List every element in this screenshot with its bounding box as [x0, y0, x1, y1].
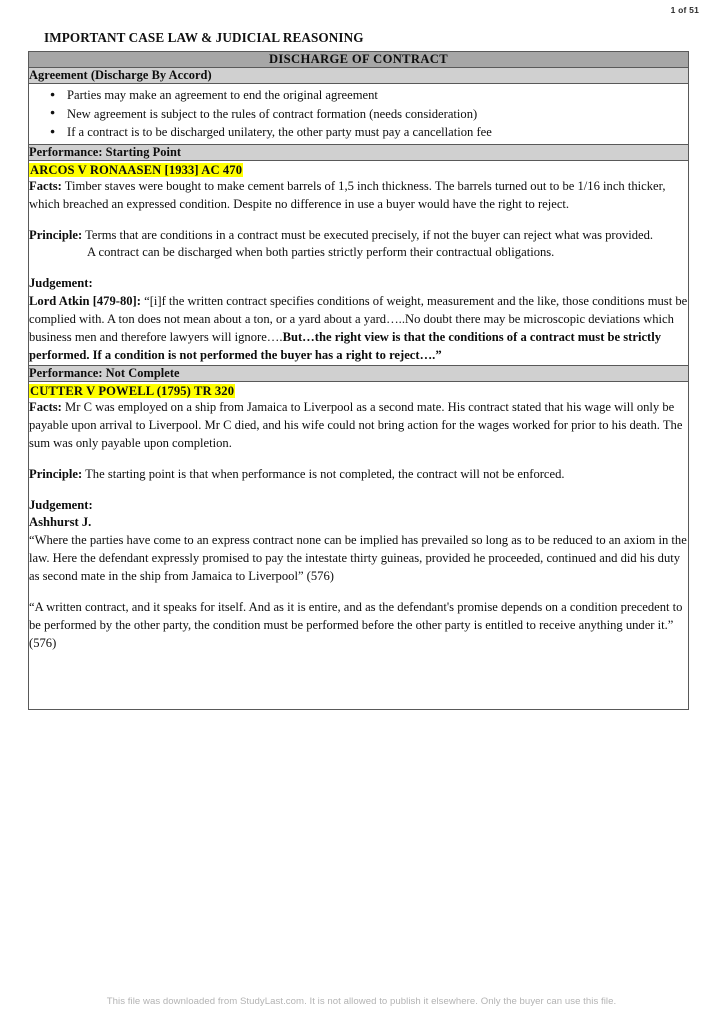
section-heading-performance-not-complete — [29, 365, 689, 381]
case-citation-arcos-line — [29, 162, 688, 178]
section-heading-agreement — [29, 68, 689, 84]
cutter-quote-one-paragraph: “Where the parties have come to an express contract none can be implied has prevailed so long as to be reduced to an axiom in the law. Here the defendant expressly promised to pay the intestate thirty guineas, provided he proceeded, continued and did his duty as second mate in the ship from Jamaica to Liverpool” (576) — [29, 533, 687, 584]
arcos-principle-paragraph — [29, 227, 688, 245]
document-body — [28, 30, 689, 710]
arcos-principle-indented-paragraph — [29, 244, 688, 262]
facts-text: Mr C was employed on a ship from Jamaica to Liverpool as a second mate. His contract stated that his wage will only be payable upon arrival to Liverpool. Mr C died, and his wife could not bring action for the wages worked for prior to his death. The sum was only payable upon completion. — [29, 400, 683, 450]
list-item: ● If a contract is to be discharged unilatery, the other party must pay a cancellation fee — [67, 123, 688, 142]
case-law-table — [28, 51, 689, 710]
judge-label: Lord Atkin [479-80]: — [29, 294, 141, 309]
list-item: ● New agreement is subject to the rules of contract formation (needs consideration) — [67, 105, 688, 124]
principle-label: Principle: — [29, 466, 83, 481]
judgement-quote-bold: But…the right view is that the conditions of a contract must be strictly performed. If a condition is not performed the buyer has a right to reject….” — [29, 329, 662, 362]
cutter-facts-paragraph — [29, 399, 688, 453]
cutter-principle-paragraph — [29, 466, 688, 484]
principle-label: Principle: — [29, 227, 83, 242]
page-indicator: 1 of 51 — [670, 5, 699, 15]
facts-label: Facts: — [29, 178, 62, 193]
judgement-label: Judgement: — [29, 497, 93, 512]
case-citation-cutter-line — [29, 383, 688, 399]
arcos-judgement-quote-paragraph — [29, 293, 688, 365]
section-heading-performance-starting-point — [29, 144, 689, 160]
section-body-agreement — [29, 84, 689, 145]
cutter-judgement-label-paragraph — [29, 497, 688, 515]
list-item: ● Parties may make an agreement to end the original agreement — [67, 86, 688, 105]
case-citation-cutter: CUTTER V POWELL (1795) TR 320 — [30, 383, 235, 398]
case-citation-arcos: ARCOS V RONAASEN [1933] AC 470 — [30, 162, 243, 177]
judgement-label: Judgement: — [29, 276, 93, 291]
judge-label: Ashhurst J. — [29, 515, 92, 530]
section-body-cutter — [29, 381, 689, 709]
cell-bottom-spacer — [29, 653, 688, 709]
judgement-quote-normal: “[i]f the written contract specifies conditions of weight, measurement and the like, those conditions must be complied with. A ton does not mean about a ton, or a yard about a yard…..No doubt there may be microscopic deviations which business men and therefore lawyers will ignore…. — [29, 294, 688, 344]
principle-text: Terms that are conditions in a contract must be executed precisely, if not the buyer can reject what was provided. — [82, 227, 654, 242]
cutter-judge-name-paragraph — [29, 514, 688, 532]
principle-indented-text: A contract can be discharged when both parties strictly perform their contractual obligations. — [87, 245, 555, 260]
table-title-row — [29, 52, 689, 68]
page-title: IMPORTANT CASE LAW & JUDICIAL REASONING — [44, 30, 364, 45]
facts-text: Timber staves were bought to make cement barrels of 1,5 inch thickness. The barrels turned out to be 1/16 inch thicker, which breached an expressed condition. Despite no difference in use a buyer would have the right to reject. — [29, 178, 666, 211]
facts-label: Facts: — [29, 400, 62, 415]
footer-watermark-note: This file was downloaded from StudyLast.com. It is not allowed to publish it elsewhere. Only the buyer can use this file. — [106, 996, 617, 1007]
section-heading-label: Performance: Not Complete — [29, 365, 689, 381]
table-title-cell: DISCHARGE OF CONTRACT — [29, 52, 689, 68]
section-heading-label: Agreement (Discharge By Accord) — [29, 68, 689, 84]
principle-text: The starting point is that when performance is not completed, the contract will not be enforced. — [82, 466, 565, 481]
agreement-bullet-list — [29, 86, 688, 142]
section-heading-label: Performance: Starting Point — [29, 144, 689, 160]
arcos-facts-paragraph — [29, 178, 688, 214]
arcos-judgement-label-paragraph — [29, 275, 688, 293]
section-body-arcos — [29, 160, 689, 365]
cutter-quote-two-paragraph: “A written contract, and it speaks for itself. And as it is entire, and as the defendant's promise depends on a condition precedent to be performed by the other party, the condition must be performed before the other party is entitled to receive anything under it.” (576) — [29, 599, 683, 650]
